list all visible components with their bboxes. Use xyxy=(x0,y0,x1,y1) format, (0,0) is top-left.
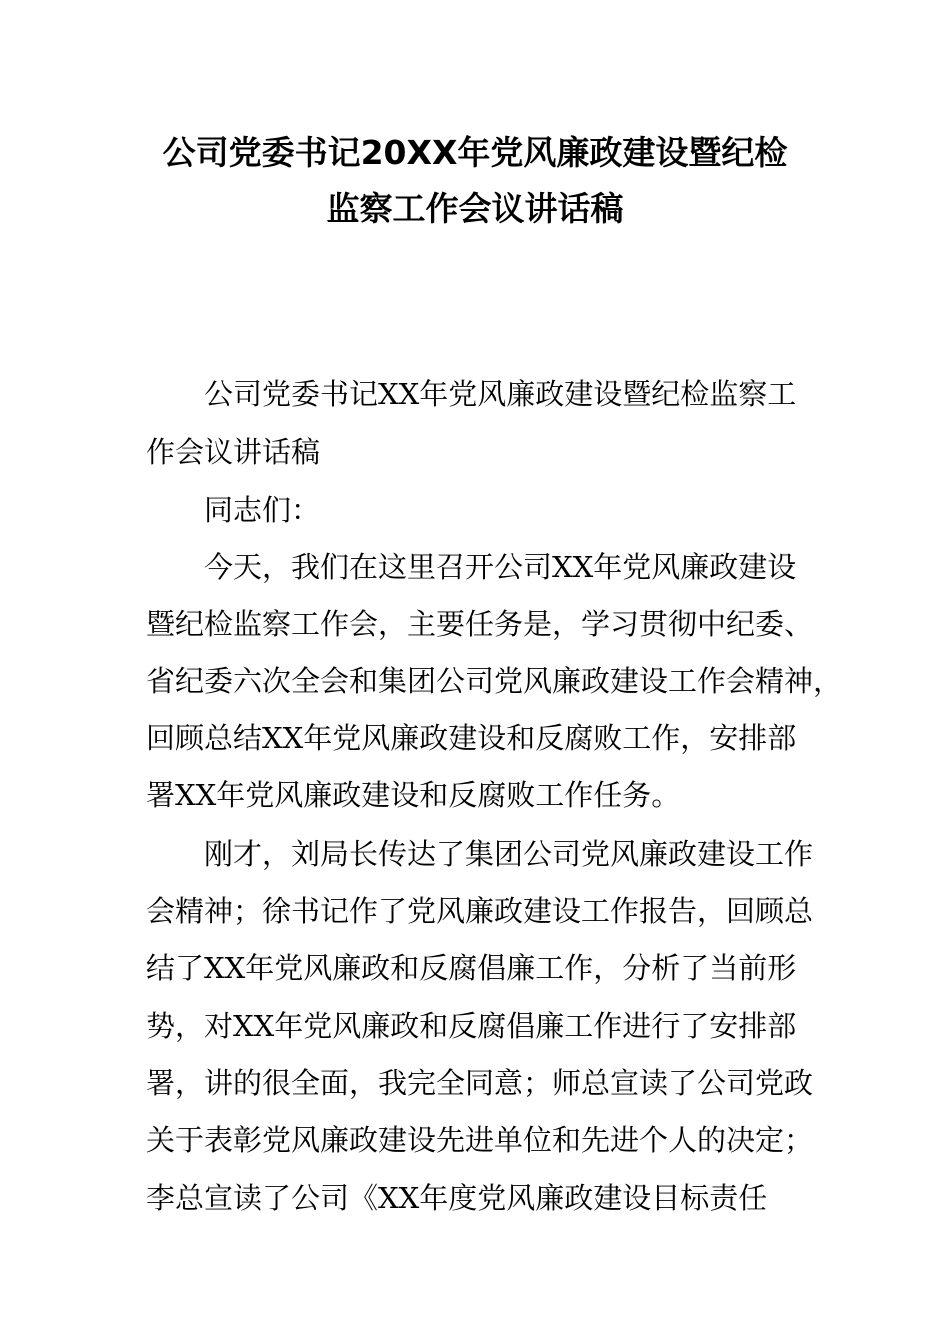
body-line: 结了XX年党风廉政和反腐倡廉工作，分析了当前形 xyxy=(146,951,797,985)
body-line: 今天，我们在这里召开公司XX年党风廉政建设 xyxy=(204,550,797,584)
body-line: 刚才，刘局长传达了集团公司党风廉政建设工作 xyxy=(204,837,814,871)
body-line: 署，讲的很全面，我完全同意；师总宣读了公司党政 xyxy=(146,1066,814,1100)
body-line: 关于表彰党风廉政建设先进单位和先进个人的决定； xyxy=(146,1123,814,1157)
body-line: 会精神；徐书记作了党风廉政建设工作报告，回顾总 xyxy=(146,894,814,928)
document-title-line-1: 公司党委书记20XX年党风廉政建设暨纪检 xyxy=(162,133,788,172)
body-line: 势，对XX年党风廉政和反腐倡廉工作进行了安排部 xyxy=(146,1009,797,1043)
body-line: 李总宣读了公司《XX年度党风廉政建设目标责任 xyxy=(146,1181,768,1215)
document-title-line-2: 监察工作会议讲话稿 xyxy=(326,189,624,228)
body-line: 署XX年党风廉政建设和反腐败工作任务。 xyxy=(146,778,681,812)
body-line: 作会议讲话稿 xyxy=(146,435,321,469)
body-line: 省纪委六次全会和集团公司党风廉政建设工作会精神， xyxy=(146,664,843,698)
body-line: 回顾总结XX年党风廉政建设和反腐败工作，安排部 xyxy=(146,721,797,755)
body-line: 同志们： xyxy=(204,493,321,527)
body-line: 公司党委书记XX年党风廉政建设暨纪检监察工 xyxy=(204,377,797,411)
body-line: 暨纪检监察工作会，主要任务是，学习贯彻中纪委、 xyxy=(146,607,814,641)
